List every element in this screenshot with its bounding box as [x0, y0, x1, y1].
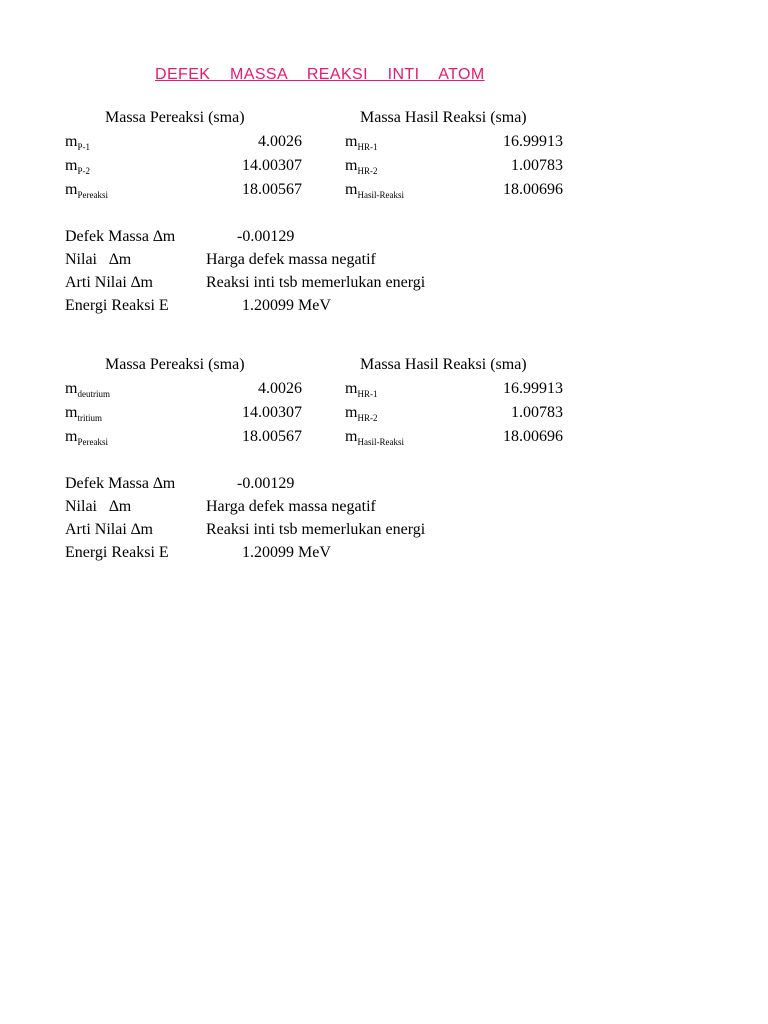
right-row-label: $m_{HR-2}$ [345, 157, 378, 176]
defek-value: -0.00129 [237, 228, 295, 245]
right-row-label: $m_{Hasil-Reaksi}$ [345, 181, 404, 200]
left-row-label: $m_{P-1}$ [65, 133, 90, 152]
left-row-label: $m_{P-2}$ [65, 157, 90, 176]
right-row-label: $m_{HR-2}$ [345, 404, 378, 423]
right-row-label: $m_{HR-1}$ [345, 133, 378, 152]
left-row-value: 18.00567 [242, 428, 302, 445]
right-row-value: 18.00696 [503, 181, 563, 198]
right-row-value: 1.00783 [511, 157, 563, 174]
defek-label: Defek Massa ∆m [65, 475, 176, 492]
page-title: DEFEK MASSA REAKSI INTI ATOM [155, 66, 485, 83]
right-row-value: 1.00783 [511, 404, 563, 421]
defek-value: -0.00129 [237, 475, 295, 492]
energi-value: 1.20099 MeV [242, 297, 331, 314]
left-row-value: 4.0026 [258, 133, 302, 150]
left-header: Massa Pereaksi (sma) [105, 356, 245, 373]
arti-value: Reaksi inti tsb memerlukan energi [206, 274, 426, 291]
left-row-value: 18.00567 [242, 181, 302, 198]
left-row-value: 14.00307 [242, 404, 302, 421]
arti-value: Reaksi inti tsb memerlukan energi [206, 521, 426, 538]
defek-label: Defek Massa ∆m [65, 228, 176, 245]
nilai-label: Nilai ∆m [65, 251, 132, 268]
right-row-value: 16.99913 [503, 380, 563, 397]
right-header: Massa Hasil Reaksi (sma) [360, 109, 527, 126]
left-row-label: $m_{tritium}$ [65, 404, 102, 423]
left-row-value: 4.0026 [258, 380, 302, 397]
right-row-value: 18.00696 [503, 428, 563, 445]
left-row-label: $m_{deutrium}$ [65, 380, 110, 399]
arti-label: Arti Nilai ∆m [65, 521, 153, 538]
left-row-label: $m_{Pereaksi}$ [65, 181, 108, 200]
nilai-value: Harga defek massa negatif [206, 498, 376, 515]
nilai-label: Nilai ∆m [65, 498, 132, 515]
energi-label: Energi Reaksi E [65, 297, 169, 314]
energi-label: Energi Reaksi E [65, 544, 169, 561]
nilai-value: Harga defek massa negatif [206, 251, 376, 268]
left-row-value: 14.00307 [242, 157, 302, 174]
right-row-label: $m_{HR-1}$ [345, 380, 378, 399]
right-row-label: $m_{Hasil-Reaksi}$ [345, 428, 404, 447]
arti-label: Arti Nilai ∆m [65, 274, 153, 291]
right-row-value: 16.99913 [503, 133, 563, 150]
right-header: Massa Hasil Reaksi (sma) [360, 356, 527, 373]
left-header: Massa Pereaksi (sma) [105, 109, 245, 126]
energi-value: 1.20099 MeV [242, 544, 331, 561]
left-row-label: $m_{Pereaksi}$ [65, 428, 108, 447]
